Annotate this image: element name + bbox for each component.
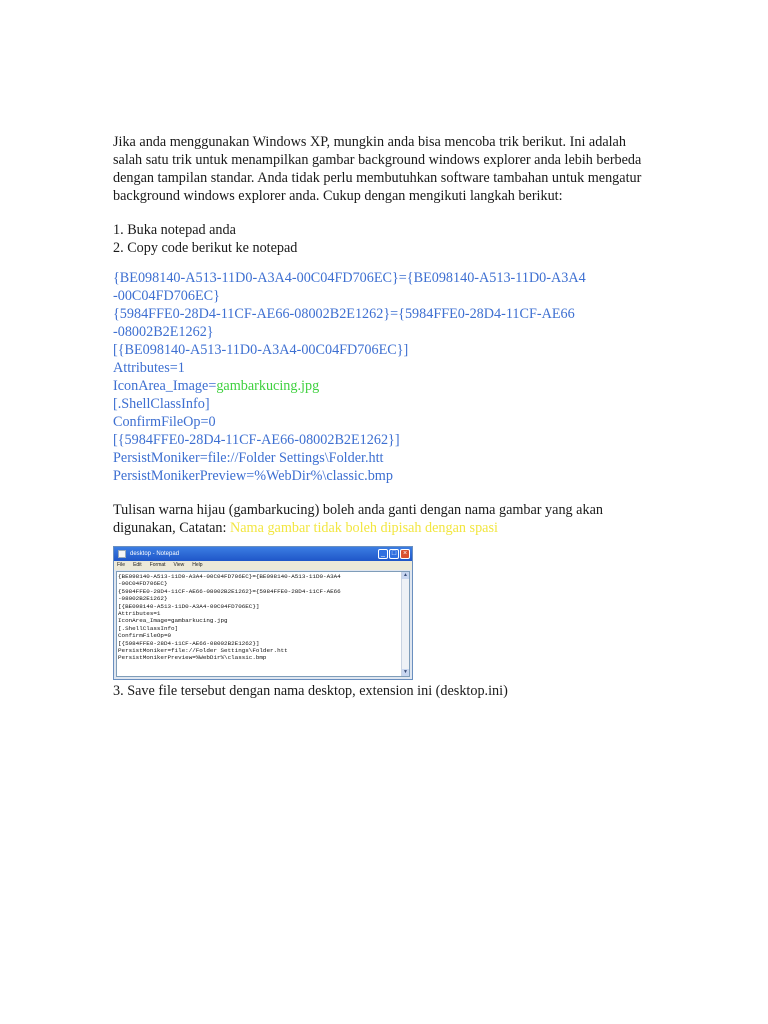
code-line: [.ShellClassInfo]: [113, 396, 210, 412]
code-line: ConfirmFileOp=0: [113, 414, 216, 430]
code-line: {5984FFE0-28D4-11CF-AE66-08002B2E1262}={5984FFE0-28D4-11CF-AE66: [113, 306, 575, 322]
step-1: 1. Buka notepad anda: [113, 222, 236, 238]
notepad-title: desktop - Notepad: [130, 551, 180, 557]
maximize-icon: □: [389, 549, 399, 559]
window-controls: [378, 549, 410, 559]
code-line: Attributes=1: [113, 360, 185, 376]
step-2: 2. Copy code berikut ke notepad: [113, 240, 298, 256]
close-icon: ×: [400, 549, 410, 559]
code-line: -08002B2E1262}: [113, 324, 214, 340]
code-line: [{BE098140-A513-11D0-A3A4-00C04FD706EC}]: [113, 342, 409, 358]
code-line: PersistMonikerPreview=%WebDir%\classic.bmp: [113, 468, 393, 484]
code-line: -00C04FD706EC}: [113, 288, 220, 304]
step-3: 3. Save file tersebut dengan nama desktop, extension ini (desktop.ini): [113, 683, 508, 699]
menu-edit: Edit: [133, 562, 142, 568]
code-key: IconArea_Image=: [113, 378, 217, 394]
image-name-highlight: gambarkucing.jpg: [216, 378, 320, 394]
notepad-titlebar: [114, 547, 412, 561]
spacer: [113, 485, 658, 501]
menu-help: Help: [192, 562, 203, 568]
menu-file: File: [117, 562, 126, 568]
code-line-icon-area: [113, 377, 658, 395]
spacer: [113, 257, 658, 269]
intro-paragraph: Jika anda menggunakan Windows XP, mungkin anda bisa mencoba trik berikut. Ini adalah salah satu trik untuk menampilkan gambar background windows explorer anda lebih berbeda dengan tampilan standar. Anda tidak perlu membutuhkan software tambahan untuk mengatur background windows explorer anda. Cukup dengan mengikuti langkah berikut:: [113, 134, 642, 204]
notepad-content: {BE098140-A513-11D0-A3A4-00C04FD706EC}={BE098140-A513-11D0-A3A4 -00C04FD706EC} {5984FFE0-28D4-11CF-AE66-08002B2E1262}={5984FFE0-28D4-11CF-AE66 -08002B2E1262} [{BE098140-A513-11D0-A3A4-00C04FD706EC}] Attributes=1 IconArea_Image=gambarkucing.jpg [.ShellClassInfo] ConfirmFileOp=0 [{5984FFE0-28D4-11CF-AE66-08002B2E1262}] PersistMoniker=file://Folder Settings\Folder.htt PersistMonikerPreview=%WebDir%\classic.bmp: [118, 573, 341, 662]
note-highlight: Nama gambar tidak boleh dipisah dengan spasi: [230, 520, 498, 536]
menu-format: Format: [149, 562, 166, 568]
minimize-icon: _: [378, 549, 388, 559]
notepad-app-icon: [118, 550, 126, 558]
scroll-up-icon: ▲: [403, 573, 408, 578]
notepad-scrollbar: [401, 572, 409, 676]
note-line-1: Tulisan warna hijau (gambarkucing) boleh anda ganti dengan nama gambar yang akan: [113, 502, 603, 518]
notepad-screenshot: [113, 546, 413, 680]
code-line: PersistMoniker=file://Folder Settings\Folder.htt: [113, 450, 384, 466]
code-line: {BE098140-A513-11D0-A3A4-00C04FD706EC}={BE098140-A513-11D0-A3A4: [113, 270, 586, 286]
notepad-menubar: [114, 561, 412, 570]
notepad-editor: [116, 571, 410, 677]
menu-view: View: [173, 562, 185, 568]
spacer: [113, 205, 658, 221]
code-block: [113, 269, 658, 485]
note-line-2: [113, 519, 658, 537]
scroll-down-icon: ▼: [403, 670, 408, 675]
note-label: digunakan, Catatan:: [113, 520, 231, 536]
document-page: [113, 133, 658, 700]
code-line: [{5984FFE0-28D4-11CF-AE66-08002B2E1262}]: [113, 432, 400, 448]
